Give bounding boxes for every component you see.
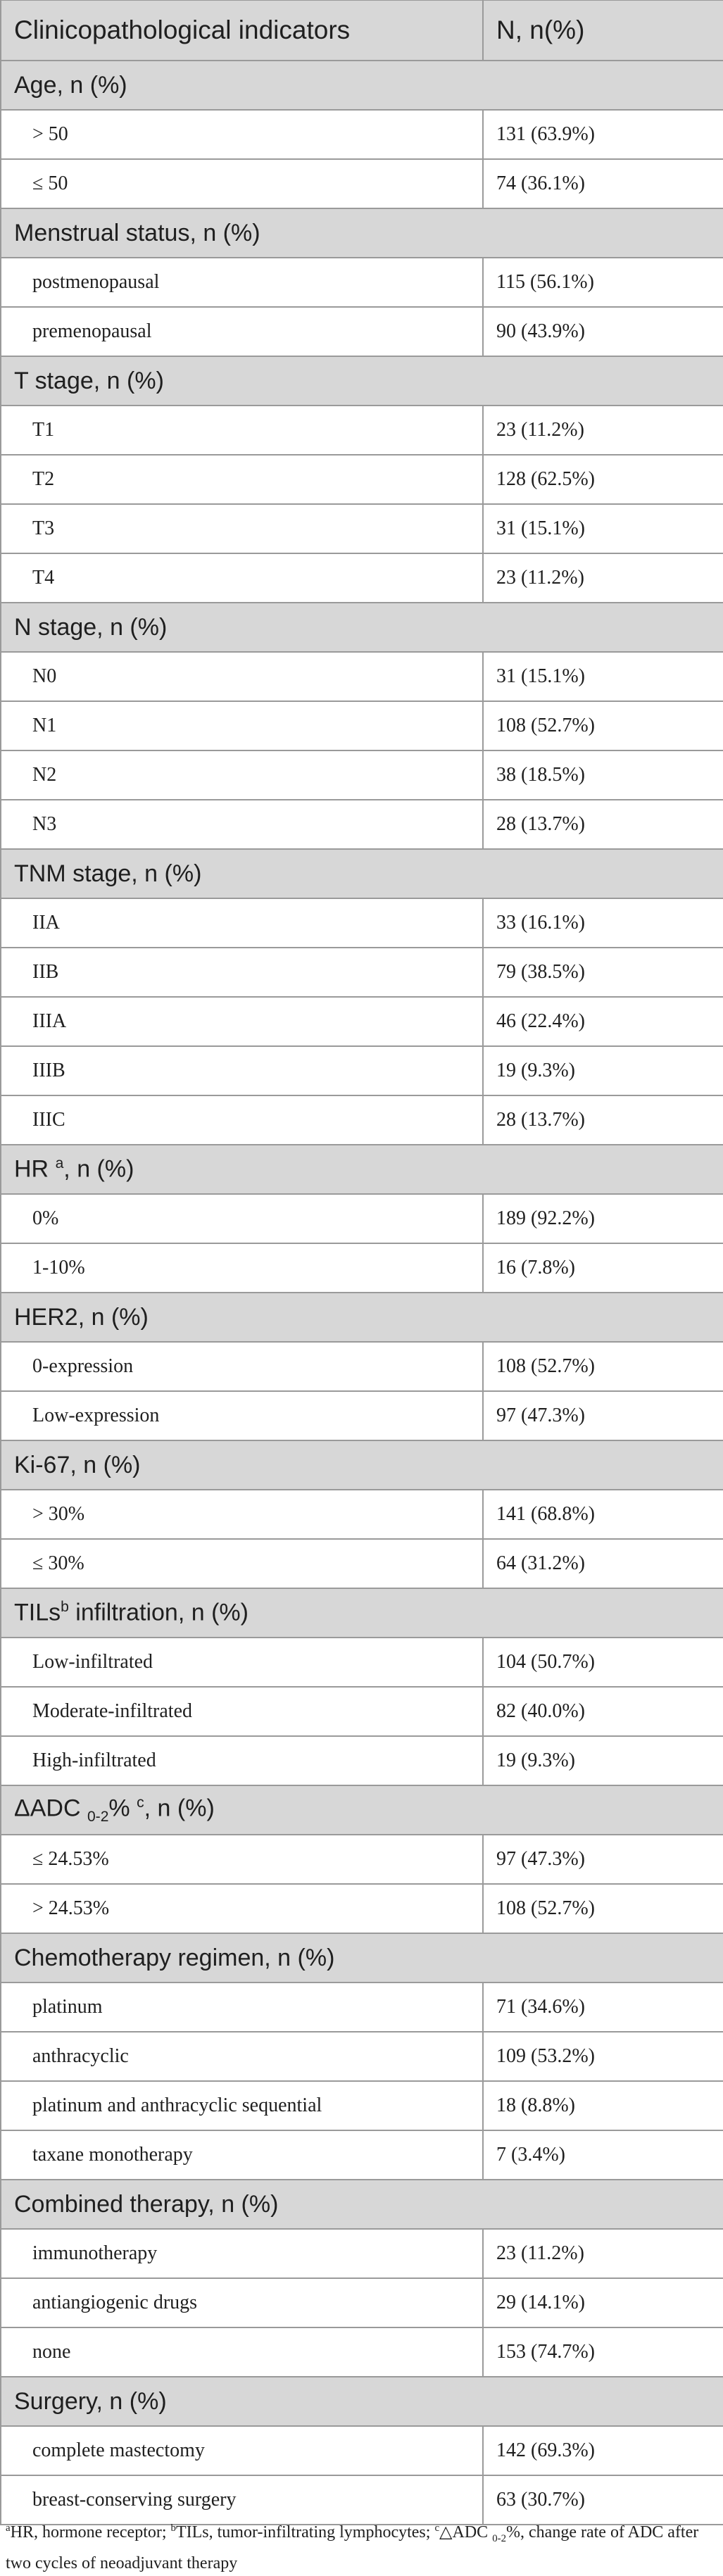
row-label: anthracyclic [1,2032,483,2081]
row-value: 82 (40.0%) [483,1687,723,1736]
table-row [1,997,723,1046]
row-label: platinum [1,1983,483,2032]
section-header-row [1,208,723,258]
row-value: 108 (52.7%) [483,1884,723,1933]
table-row [1,1046,723,1095]
section-title: N stage, n (%) [1,603,723,652]
table-row [1,948,723,997]
table-row [1,1391,723,1440]
row-label: premenopausal [1,307,483,356]
row-label: N2 [1,750,483,800]
row-label: complete mastectomy [1,2426,483,2475]
row-value: 18 (8.8%) [483,2081,723,2130]
section-header-row [1,849,723,898]
table-row [1,1539,723,1588]
table-row [1,1342,723,1391]
row-value: 23 (11.2%) [483,406,723,455]
row-value: 64 (31.2%) [483,1539,723,1588]
section-title: TNM stage, n (%) [1,849,723,898]
row-value: 23 (11.2%) [483,553,723,603]
table-row [1,652,723,701]
row-label: ≤ 24.53% [1,1835,483,1884]
row-value: 31 (15.1%) [483,504,723,553]
row-label: none [1,2327,483,2377]
row-value: 29 (14.1%) [483,2278,723,2327]
table-row [1,455,723,504]
table-row [1,1095,723,1145]
footnote-b-text: TILs, tumor-infiltrating lymphocytes; [175,2523,435,2542]
table-row [1,1736,723,1785]
row-label: N0 [1,652,483,701]
table-row [1,898,723,948]
row-label: T2 [1,455,483,504]
section-header-row [1,2180,723,2229]
section-header-row [1,356,723,406]
row-label: taxane monotherapy [1,2130,483,2180]
section-title-part: , n (%) [63,1155,134,1183]
table-footnote [6,2516,717,2576]
table-row [1,2426,723,2475]
row-label: > 30% [1,1490,483,1539]
table-row [1,2081,723,2130]
footnote-a-text: HR, hormone receptor; [10,2523,171,2542]
row-value: 7 (3.4%) [483,2130,723,2180]
row-value: 153 (74.7%) [483,2327,723,2377]
table-row [1,1835,723,1884]
table-header-row [1,1,723,61]
row-value: 19 (9.3%) [483,1046,723,1095]
footnote-mark-b: b [170,2522,176,2534]
table-row [1,1687,723,1736]
row-label: Low-expression [1,1391,483,1440]
row-label: Moderate-infiltrated [1,1687,483,1736]
table-row [1,1983,723,2032]
row-label: N1 [1,701,483,750]
row-value: 46 (22.4%) [483,997,723,1046]
row-value: 28 (13.7%) [483,800,723,849]
section-title [1,1588,723,1638]
table-row [1,2327,723,2377]
row-value: 31 (15.1%) [483,652,723,701]
section-title-part: c [137,1794,144,1811]
row-value: 79 (38.5%) [483,948,723,997]
row-label: 0% [1,1194,483,1243]
row-value: 33 (16.1%) [483,898,723,948]
row-value: 189 (92.2%) [483,1194,723,1243]
row-label: IIIC [1,1095,483,1145]
section-title: Surgery, n (%) [1,2377,723,2426]
row-label: IIIA [1,997,483,1046]
table-row [1,258,723,307]
row-value: 115 (56.1%) [483,258,723,307]
section-title-part: , n (%) [144,1795,215,1822]
row-label: T3 [1,504,483,553]
table-row [1,406,723,455]
row-value: 131 (63.9%) [483,110,723,159]
section-title-part: % [108,1795,137,1822]
row-label: Low-infiltrated [1,1638,483,1687]
section-title-part: infiltration, n (%) [68,1599,249,1626]
row-label: postmenopausal [1,258,483,307]
section-title: Ki-67, n (%) [1,1440,723,1490]
row-label: T1 [1,406,483,455]
section-header-row [1,2377,723,2426]
section-title-part: HR [14,1155,56,1183]
row-label: antiangiogenic drugs [1,2278,483,2327]
row-value: 97 (47.3%) [483,1391,723,1440]
row-value: 23 (11.2%) [483,2229,723,2278]
column-header-count: N, n(%) [483,1,723,61]
row-label: IIIB [1,1046,483,1095]
row-label: 1-10% [1,1243,483,1293]
row-label: breast-conserving surgery [1,2475,483,2525]
row-label: ≤ 50 [1,159,483,208]
table-body [1,61,723,2525]
row-value: 108 (52.7%) [483,701,723,750]
row-value: 97 (47.3%) [483,1835,723,1884]
section-title: Chemotherapy regimen, n (%) [1,1933,723,1983]
column-header-indicators: Clinicopathological indicators [1,1,483,61]
section-header-row [1,1145,723,1194]
section-header-row [1,1785,723,1835]
row-value: 109 (53.2%) [483,2032,723,2081]
table-row [1,553,723,603]
footnote-c-subscript: 0-2 [492,2532,507,2544]
row-value: 104 (50.7%) [483,1638,723,1687]
row-label: High-infiltrated [1,1736,483,1785]
table-row [1,800,723,849]
table-row [1,1490,723,1539]
row-value: 108 (52.7%) [483,1342,723,1391]
footnote-mark-c: c [434,2522,440,2534]
table-row [1,750,723,800]
section-header-row [1,61,723,110]
row-label: > 50 [1,110,483,159]
section-title: T stage, n (%) [1,356,723,406]
section-title [1,1145,723,1194]
row-label: ≤ 30% [1,1539,483,1588]
table-row [1,2032,723,2081]
table-row [1,1638,723,1687]
table-row [1,1194,723,1243]
table-row [1,110,723,159]
section-header-row [1,1440,723,1490]
section-header-row [1,1293,723,1342]
table-row [1,2130,723,2180]
table-row [1,307,723,356]
row-label: 0-expression [1,1342,483,1391]
section-title-part: b [61,1599,69,1616]
row-value: 63 (30.7%) [483,2475,723,2525]
row-label: N3 [1,800,483,849]
table-row [1,159,723,208]
section-header-row [1,1933,723,1983]
section-title: Combined therapy, n (%) [1,2180,723,2229]
row-value: 141 (68.8%) [483,1490,723,1539]
table-row [1,2229,723,2278]
table-row [1,1884,723,1933]
row-value: 128 (62.5%) [483,455,723,504]
row-label: IIB [1,948,483,997]
row-label: platinum and anthracyclic sequential [1,2081,483,2130]
row-value: 38 (18.5%) [483,750,723,800]
row-value: 71 (34.6%) [483,1983,723,2032]
row-value: 16 (7.8%) [483,1243,723,1293]
row-value: 142 (69.3%) [483,2426,723,2475]
footnote-c-text-1: △ADC [439,2523,493,2542]
row-label: IIA [1,898,483,948]
section-title-part: ΔADC [14,1795,87,1822]
section-title: HER2, n (%) [1,1293,723,1342]
section-header-row [1,603,723,652]
row-value: 74 (36.1%) [483,159,723,208]
section-header-row [1,1588,723,1638]
row-label: immunotherapy [1,2229,483,2278]
table-row [1,701,723,750]
section-title-part: 0-2 [87,1809,109,1826]
row-value: 19 (9.3%) [483,1736,723,1785]
footnote-mark-a: a [6,2522,11,2534]
table-row [1,2278,723,2327]
section-title: Age, n (%) [1,61,723,110]
row-value: 28 (13.7%) [483,1095,723,1145]
table-row [1,504,723,553]
row-label: > 24.53% [1,1884,483,1933]
row-value: 90 (43.9%) [483,307,723,356]
table-row [1,1243,723,1293]
row-label: T4 [1,553,483,603]
section-title: Menstrual status, n (%) [1,208,723,258]
section-title-part: a [55,1155,64,1172]
section-title-part: TILs [14,1599,61,1626]
footnote-c-text-2: %, change rate of ADC after two cycles of neoadjuvant therapy [6,2523,699,2572]
section-title [1,1785,723,1835]
